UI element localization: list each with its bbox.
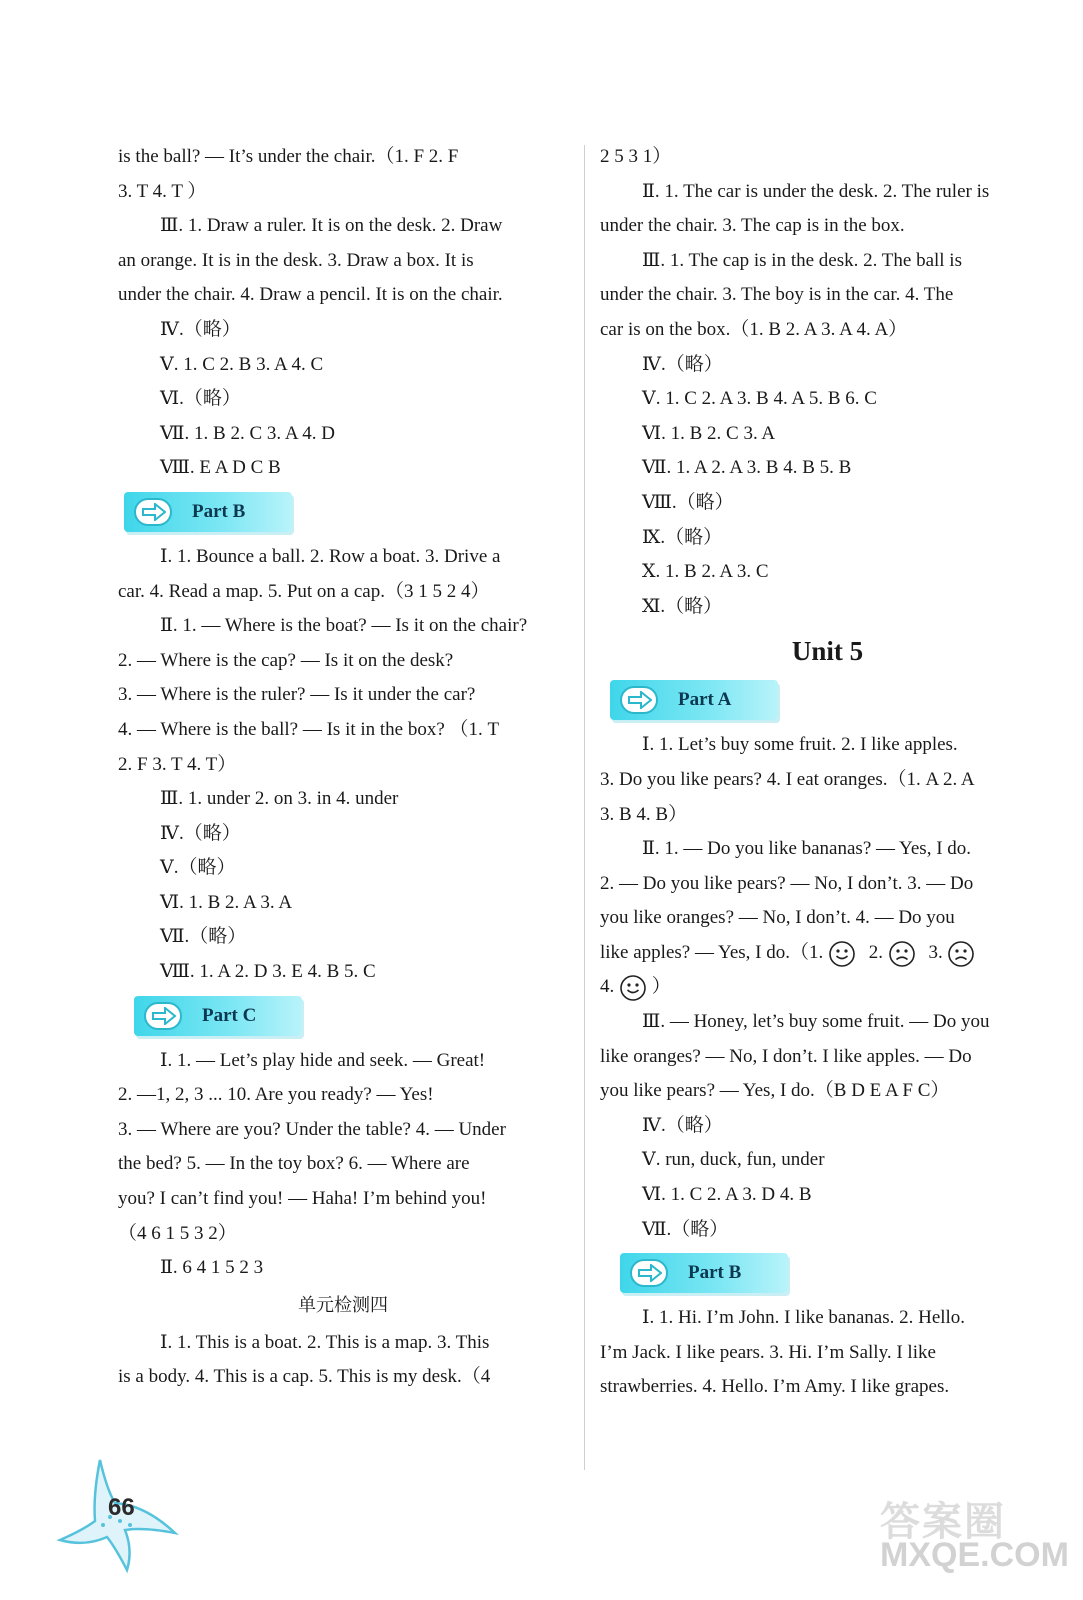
text-line: you like oranges? — No, I don’t. 4. — Do you xyxy=(600,907,955,929)
text-fragment: like apples? — Yes, I do.（1. xyxy=(600,941,824,963)
part-b-banner xyxy=(124,492,292,532)
text-line: is a body. 4. This is a cap. 5. This is my desk.（4 xyxy=(118,1366,491,1388)
text-line xyxy=(600,970,1055,1005)
part-b-banner xyxy=(620,1253,788,1293)
text-line: （4 6 1 5 3 2） xyxy=(118,1222,237,1244)
text-line xyxy=(600,936,1055,971)
text-line: 3. — Where are you? Under the table? 4. — Under xyxy=(118,1118,506,1140)
text-line: Ⅺ.（略） xyxy=(642,595,723,617)
text-line: Ⅶ.（略） xyxy=(160,926,247,948)
text-line: you like pears? — Yes, I do.（B D E A F C） xyxy=(600,1080,950,1102)
text-line: 2. —1, 2, 3 ... 10. Are you ready? — Yes! xyxy=(118,1084,434,1106)
text-line: Ⅱ. 6 4 1 5 2 3 xyxy=(160,1257,264,1279)
text-line: Ⅳ.（略） xyxy=(160,318,241,340)
page-number: 66 xyxy=(108,1494,135,1521)
text-line: Ⅵ.（略） xyxy=(160,388,241,410)
text-line: 4. — Where is the ball? — Is it in the box? （1. T xyxy=(118,718,500,740)
text-line: like oranges? — No, I don’t. I like apples. — Do xyxy=(600,1045,972,1067)
text-line: under the chair. 3. The cap is in the box. xyxy=(600,215,905,237)
arrow-right-icon xyxy=(134,498,172,526)
text-line: 3. — Where is the ruler? — Is it under the car? xyxy=(118,684,476,706)
text-line: car. 4. Read a map. 5. Put on a cap.（3 1 5 2 4） xyxy=(118,580,490,602)
text-line: Ⅰ. 1. This is a boat. 2. This is a map. 3. This xyxy=(160,1331,490,1353)
sad-face-icon xyxy=(888,940,916,968)
watermark-logo: 答案圈 xyxy=(880,1500,1006,1544)
sad-face-icon xyxy=(947,940,975,968)
column-divider xyxy=(584,145,585,1470)
text-line: 3. Do you like pears? 4. I eat oranges.（1. A 2. A xyxy=(600,768,975,790)
arrow-right-icon xyxy=(630,1259,668,1287)
text-line: Ⅰ. 1. Let’s buy some fruit. 2. I like apples. xyxy=(642,734,958,756)
text-line: 2. — Do you like pears? — No, I don’t. 3. — Do xyxy=(600,872,974,894)
text-line: Ⅷ. E A D C B xyxy=(160,457,281,479)
arrow-right-icon xyxy=(144,1002,182,1030)
arrow-right-icon xyxy=(620,686,658,714)
text-line: Ⅴ. 1. C 2. B 3. A 4. C xyxy=(160,353,324,375)
text-line: 2 5 3 1） xyxy=(600,146,672,167)
text-line: Ⅷ.（略） xyxy=(642,491,734,513)
text-line: Ⅹ. 1. B 2. A 3. C xyxy=(642,561,769,583)
watermark-url: MXQE.COM xyxy=(880,1536,1069,1574)
text-line: Ⅳ.（略） xyxy=(642,1114,723,1136)
text-line: strawberries. 4. Hello. I’m Amy. I like grapes. xyxy=(600,1376,950,1398)
part-c-banner xyxy=(134,996,302,1036)
right-column xyxy=(600,140,1055,1405)
text-line: Ⅸ.（略） xyxy=(642,526,723,548)
text-line: Ⅵ. 1. B 2. C 3. A xyxy=(642,422,776,444)
text-line: Ⅰ. 1. Hi. I’m John. I like bananas. 2. Hello. xyxy=(642,1307,966,1329)
text-line: under the chair. 4. Draw a pencil. It is on the chair. xyxy=(118,284,503,306)
text-line: Ⅳ.（略） xyxy=(160,822,241,844)
text-line: Ⅰ. 1. — Let’s play hide and seek. — Great! xyxy=(160,1049,486,1071)
text-fragment: 3. xyxy=(928,941,943,963)
text-line: I’m Jack. I like pears. 3. Hi. I’m Sally. I like xyxy=(600,1341,936,1363)
part-label: Part A xyxy=(678,689,732,711)
unit-heading: Unit 5 xyxy=(791,636,864,667)
text-line: 3. T 4. T ） xyxy=(118,180,207,202)
text-fragment: 4. xyxy=(600,976,615,998)
text-line: Ⅴ. 1. C 2. A 3. B 4. A 5. B 6. C xyxy=(642,388,877,410)
left-column xyxy=(118,140,568,1395)
text-line: Ⅴ. run, duck, fun, under xyxy=(642,1149,825,1171)
text-line: Ⅷ. 1. A 2. D 3. E 4. B 5. C xyxy=(160,961,376,983)
text-line: Ⅱ. 1. The car is under the desk. 2. The ruler is xyxy=(642,180,990,202)
smiley-face-icon xyxy=(828,940,856,968)
text-line: Ⅲ. 1. The cap is in the desk. 2. The ball is xyxy=(642,249,962,271)
text-line: Ⅴ.（略） xyxy=(160,857,236,879)
text-line: the bed? 5. — In the toy box? 6. — Where are xyxy=(118,1153,470,1175)
smiley-face-icon xyxy=(619,974,647,1002)
text-line: you? I can’t find you! — Haha! I’m behind you! xyxy=(118,1188,487,1210)
text-line: Ⅰ. 1. Bounce a ball. 2. Row a boat. 3. Drive a xyxy=(160,545,501,567)
text-line: car is on the box.（1. B 2. A 3. A 4. A） xyxy=(600,318,908,340)
part-label: Part C xyxy=(202,1004,257,1026)
text-fragment: 2. xyxy=(868,941,883,963)
text-line: Ⅱ. 1. — Where is the boat? — Is it on the chair? xyxy=(160,615,528,637)
text-line: Ⅳ.（略） xyxy=(642,353,723,375)
part-label: Part B xyxy=(192,500,246,522)
text-line: an orange. It is in the desk. 3. Draw a box. It is xyxy=(118,249,474,271)
text-line: is the ball? — It’s under the chair.（1. F 2. F xyxy=(118,146,459,167)
text-line: 3. B 4. B） xyxy=(600,803,688,825)
text-line: 2. — Where is the cap? — Is it on the desk? xyxy=(118,649,454,671)
text-line: 2. F 3. T 4. T） xyxy=(118,753,237,775)
text-line: Ⅵ. 1. B 2. A 3. A xyxy=(160,891,293,913)
text-line: Ⅶ.（略） xyxy=(642,1218,729,1240)
text-line: Ⅲ. — Honey, let’s buy some fruit. — Do you xyxy=(642,1011,990,1033)
part-a-banner xyxy=(610,680,778,720)
part-label: Part B xyxy=(688,1262,742,1284)
section-title: 单元检测四 xyxy=(298,1294,388,1316)
text-line: under the chair. 3. The boy is in the car. 4. The xyxy=(600,284,954,306)
text-line: Ⅲ. 1. under 2. on 3. in 4. under xyxy=(160,788,399,810)
text-line: Ⅵ. 1. C 2. A 3. D 4. B xyxy=(642,1184,812,1206)
text-line: Ⅱ. 1. — Do you like bananas? — Yes, I do. xyxy=(642,838,972,860)
text-fragment: ） xyxy=(651,976,671,998)
text-line: Ⅲ. 1. Draw a ruler. It is on the desk. 2. Draw xyxy=(160,215,503,237)
text-line: Ⅶ. 1. B 2. C 3. A 4. D xyxy=(160,422,335,444)
text-line: Ⅶ. 1. A 2. A 3. B 4. B 5. B xyxy=(642,457,852,479)
